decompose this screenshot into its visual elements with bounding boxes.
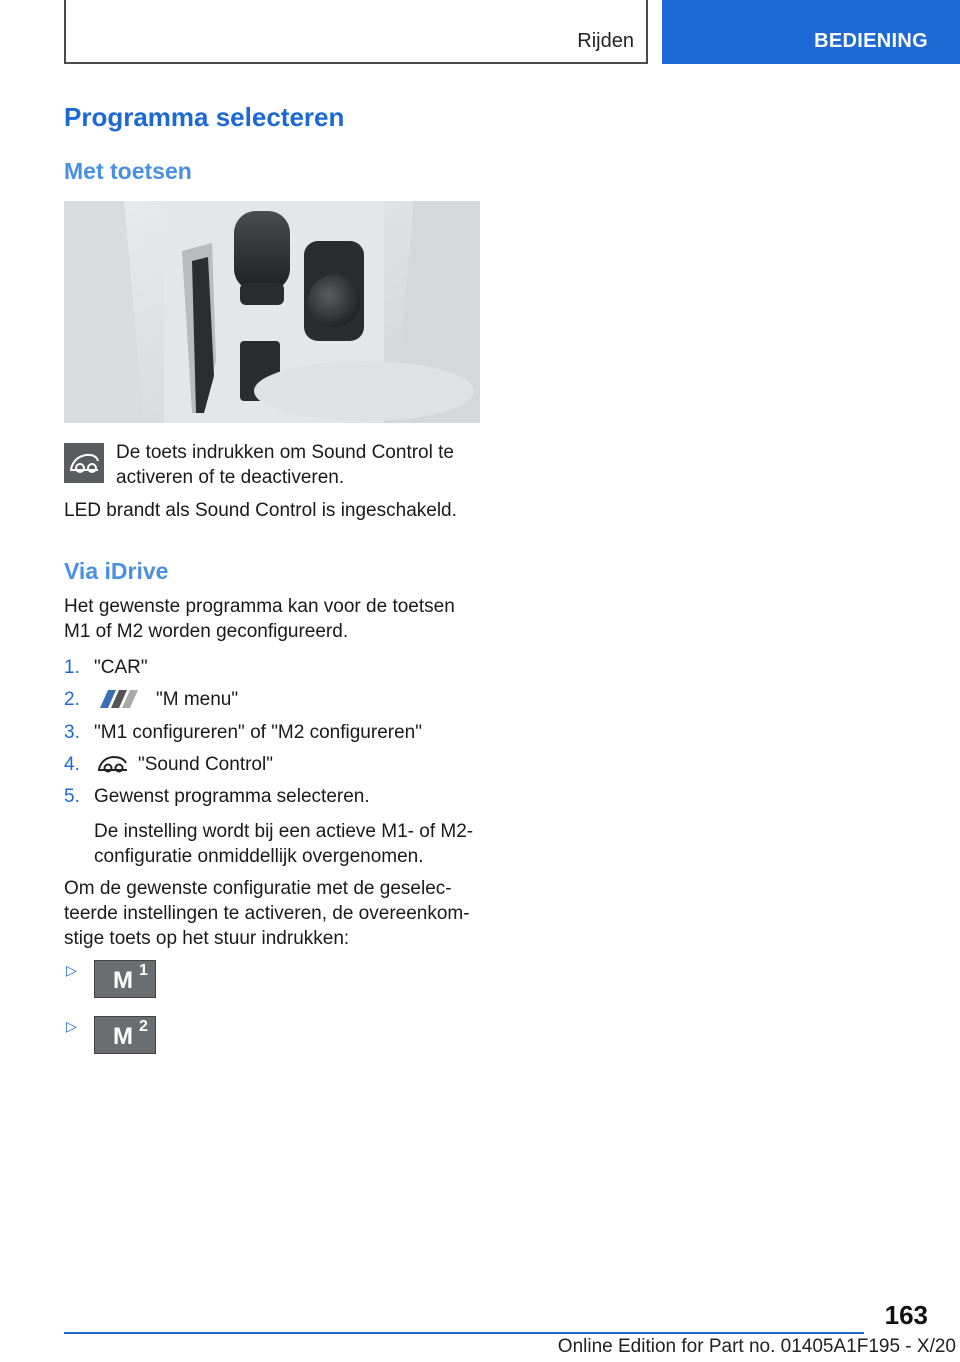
step-3-text: "M1 configureren" of "M2 configureren"	[94, 722, 422, 743]
bullet-marker-1: ▷	[66, 962, 77, 978]
step-5-text: Gewenst programma selecteren.	[94, 786, 370, 807]
step-4-number: 4.	[64, 754, 80, 775]
page-title: Programma selecteren	[64, 102, 345, 132]
step-5-number: 5.	[64, 786, 80, 807]
page-number: 163	[884, 1300, 928, 1330]
m1-label: M	[113, 967, 133, 994]
header-section-box	[662, 0, 960, 64]
step-2-number: 2.	[64, 689, 80, 710]
step-1-number: 1.	[64, 657, 80, 678]
led-note: LED brandt als Sound Control is ingeschakeld.	[64, 500, 457, 521]
instruction-line-1: De toets indrukken om Sound Control te	[116, 442, 454, 463]
idrive-intro-line-2: M1 of M2 worden geconfigureerd.	[64, 621, 349, 642]
idrive-intro-line-1: Het gewenste programma kan voor de toetsen	[64, 596, 455, 617]
sound-control-icon	[64, 443, 104, 483]
outro-line-2: teerde instellingen te activeren, de overeenkom-	[64, 903, 470, 924]
sound-control-icon	[96, 752, 130, 781]
header-chapter: Rijden	[577, 30, 634, 52]
bullet-marker-2: ▷	[66, 1018, 77, 1034]
heading-via-idrive: Via iDrive	[64, 558, 169, 584]
m-stripes-icon	[96, 688, 148, 715]
heading-met-toetsen: Met toetsen	[64, 158, 192, 184]
footer-edition: Online Edition for Part no. 01405A1F195 - X/20	[557, 1336, 956, 1357]
m2-sup: 2	[139, 1018, 148, 1035]
outro-line-3: stige toets op het stuur indrukken:	[64, 928, 350, 949]
step-5-note-line-2: configuratie onmiddellijk overgenomen.	[94, 846, 424, 867]
m1-button-icon	[94, 960, 156, 998]
m1-sup: 1	[139, 962, 148, 979]
m2-label: M	[113, 1023, 133, 1050]
step-4-text: "Sound Control"	[138, 754, 273, 775]
center-console-photo	[64, 201, 480, 423]
step-3-number: 3.	[64, 722, 80, 743]
instruction-line-2: activeren of te deactiveren.	[116, 467, 345, 488]
step-1-text: "CAR"	[94, 657, 148, 678]
outro-line-1: Om de gewenste configuratie met de geselec-	[64, 878, 452, 899]
step-5-note-line-1: De instelling wordt bij een actieve M1- of M2-	[94, 821, 474, 842]
step-2-text: "M menu"	[156, 689, 239, 710]
header-chapter-box	[64, 0, 648, 64]
footer-divider	[64, 1332, 864, 1334]
header-section: BEDIENING	[814, 30, 928, 52]
m2-button-icon	[94, 1016, 156, 1054]
